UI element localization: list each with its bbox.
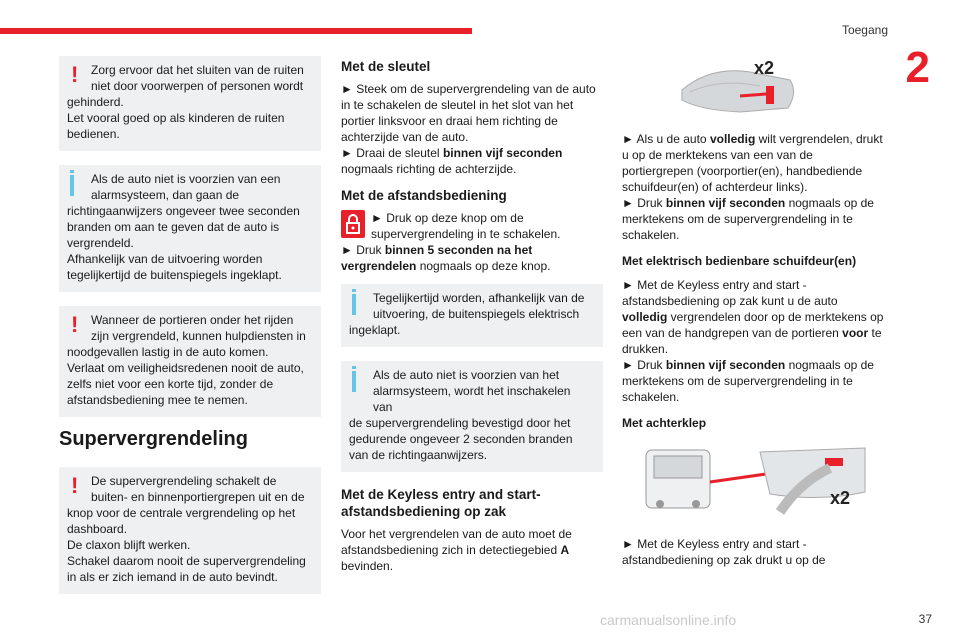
column-2: Met de sleutel ► Steek om de supervergrendeling van de auto in te schakelen de sleutel in het slot van het portier linksvoor en draai hem richting de achterzijde van de auto. ► Draai de sleutel binnen vijf seconden nogmaals richting de achterzijde. Met de afstandsbediening ► Druk op deze knop om de supervergrendeling in te schakelen. ► Druk binnen 5 seconden na het vergrendelen nogmaals op deze knop. Tegelijkertijd worden, afhankelijk van de uitvoering, de buitenspiegels elektrisch ingeklapt. Als de auto niet is voorzien van het alarmsysteem, wordt het inschakelen van de supervergrendeling bevestigd door het gedurende ongeveer 2 seconden branden van de richtingaanwijzers. Met de Keyless entry and start-afstandsbediening op zak Voor het vergrendelen van de auto moet de afstandsbediening zich in detectiegebied A bevinden. (341, 58, 603, 574)
subheading-key: Met de sleutel (341, 59, 431, 74)
subheading-remote: Met de afstandsbediening (341, 188, 507, 203)
column-3: ► Als u de auto volledig wilt vergrendelen, drukt u op de merktekens van een van de portiergrepen (voorportier(en), handbediende schuifdeur(en) of achterdeur links). ► Druk binnen vijf seconden nogmaals op de merktekens om de supervergrendeling in te schakelen. Met elektrisch bedienbare schuifdeur(en) ► Met de Keyless entry and start -afstandsbediening op zak kunt u de auto volledig vergrendelen door op de merktekens op een van de handgrepen van de portieren voor te drukken. ► Druk binnen vijf seconden nogmaals op de merktekens om de supervergrendeling in te schakelen. Met achterklep (622, 132, 884, 430)
watermark: carmanualsonline.info (600, 612, 737, 628)
x2-label: x2 (754, 58, 775, 78)
section-label: Toegang (841, 23, 888, 37)
column-3-bottom: ► Met de Keyless entry and start -afstandbediening op zak drukt u op de (622, 537, 826, 567)
x2-label: x2 (830, 488, 851, 508)
info-box: Als de auto niet is voorzien van het alarmsysteem, wordt het inschakelen van de supervergrendeling bevestigd door het gedurende ongeveer 2 seconden branden van de richtingaanwijzers. (341, 361, 603, 472)
warning-icon: ! (71, 473, 79, 498)
info-box: Tegelijkertijd worden, afhankelijk van de uitvoering, de buitenspiegels elektrisch ingeklapt. (341, 284, 603, 347)
lock-button-icon (341, 210, 365, 238)
tailgate-illustration (640, 442, 870, 517)
subheading-sliding-doors: Met elektrisch bedienbare schuifdeur(en) (622, 254, 857, 268)
chapter-number: 2 (905, 43, 930, 92)
warning-box: ! Wanneer de portieren onder het rijden zijn vergrendeld, kunnen hulpdiensten in noodgevallen lastig in de auto komen. Verlaat om veiligheidsredenen nooit de auto, zelfs niet voor een korte tijd, zonder de afstandsbediening mee te nemen. (59, 306, 321, 417)
warning-icon: ! (71, 62, 79, 87)
warning-box: ! Zorg ervoor dat het sluiten van de ruiten niet door voorwerpen of personen wordt gehinderd. Let vooral goed op als kinderen de ruiten bedienen. (59, 56, 321, 151)
page-number: 37 (918, 612, 932, 626)
column-1 (59, 56, 321, 608)
info-icon (352, 294, 356, 315)
info-icon (70, 175, 74, 196)
subheading-keyless: Met de Keyless entry and start-afstandsbediening op zak (341, 487, 541, 519)
section-heading: Supervergrendeling (59, 428, 248, 450)
info-box: Als de auto niet is voorzien van een alarmsysteem, dan gaan de richtingaanwijzers ongeveer twee seconden branden om aan te geven dat de auto is vergrendeld. Afhankelijk van de uitvoering worden tegelijkertijd de buitenspiegels ingeklapt. (59, 165, 321, 292)
warning-icon: ! (71, 312, 79, 337)
top-accent-bar (0, 28, 472, 34)
warning-box: ! De supervergrendeling schakelt de buiten- en binnenportiergrepen uit en de knop voor de centrale vergrendeling op het dashboard. De claxon blijft werken. Schakel daarom nooit de supervergrendeling in als er zich iemand in de auto bevindt. (59, 467, 321, 594)
subheading-tailgate: Met achterklep (622, 416, 707, 430)
info-icon (352, 371, 356, 392)
door-handle-illustration (680, 52, 800, 124)
